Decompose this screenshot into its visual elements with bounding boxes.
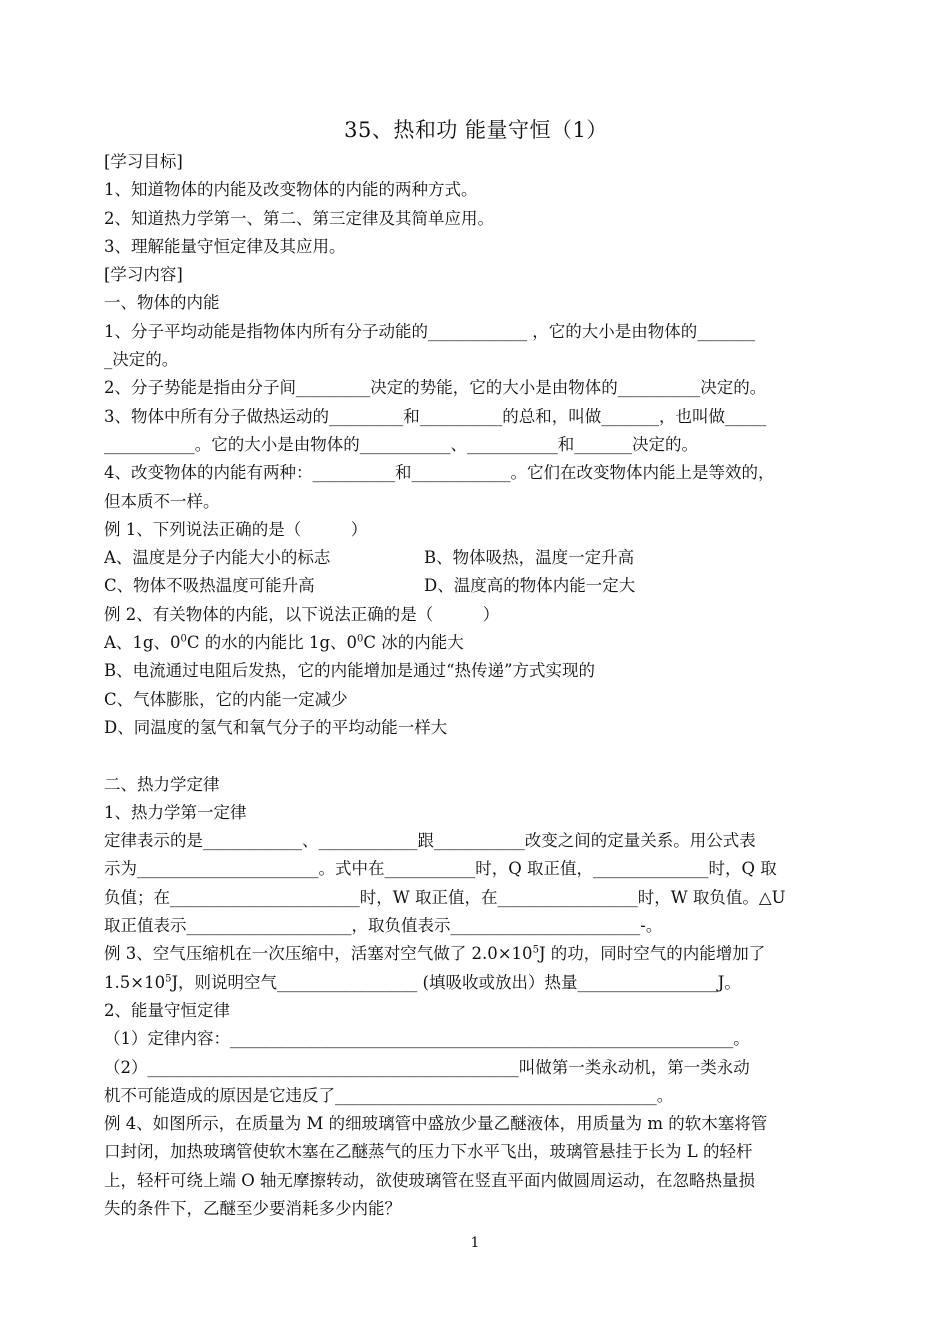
example-1-option-d: D、温度高的物体内能一定大 (424, 576, 636, 596)
goals-header: [学习目标] (104, 152, 183, 171)
s1-question-2: 2、分子势能是指由分子间_________决定的势能，它的大小是由物体的__________决定的。 (104, 378, 767, 398)
section-2-header: 二、热力学定律 (104, 774, 220, 794)
content-header: [学习内容] (104, 265, 183, 285)
first-law-line: 取正值表示____________________，取负值表示_______________________-。 (104, 916, 663, 936)
page-title: 35、热和功 能量守恒（1） (344, 118, 608, 142)
document-page (104, 112, 848, 1223)
example-4-line: 口封闭，加热玻璃管使软木塞在乙醚蒸气的压力下水平飞出，玻璃管悬挂于长为 L 的轻杆 (104, 1142, 753, 1162)
goal-item: 2、知道热力学第一、第二、第三定律及其简单应用。 (104, 208, 494, 228)
example-1-options-row (104, 544, 848, 572)
s1-question-3-cont: ___________。它的大小是由物体的___________、___________和_______决定的。 (104, 434, 698, 454)
page-number: 1 (470, 1235, 480, 1251)
example-2-option-a: A、1g、$0^0C$ 的水的内能比 1g、$0^0C$ 冰的内能大 (104, 633, 464, 653)
goal-item: 3、理解能量守恒定律及其应用。 (104, 236, 346, 256)
energy-conservation-line: （2）_____________________________________________叫做第一类永动机，第一类永动 (104, 1057, 750, 1077)
example-1-options-row (104, 572, 848, 600)
energy-conservation-line: （1）定律内容：_____________________________________________________________。 (104, 1029, 750, 1049)
example-4-line: 上，轻杆可绕上端 O 轴无摩擦转动，欲使玻璃管在竖直平面内做圆周运动，在忽略热量损 (104, 1170, 756, 1190)
blank-line (104, 742, 848, 770)
first-law-line: 负值；在_______________________时，W 取正值，在_________________时，W 取负值。△U (104, 887, 786, 907)
example-1-stem: 例 1、下列说法正确的是（ ） (104, 519, 368, 539)
s1-question-1-cont: _决定的。 (104, 350, 179, 370)
example-3-line-2: $1.5\times 10^5J$，则说明空气_________________ (填吸收或放出）热量_________________J。 (104, 972, 741, 992)
example-2-option-b: B、电流通过电阻后发热，它的内能增加是通过“热传递”方式实现的 (104, 661, 595, 681)
energy-conservation-line: 机不可能造成的原因是它违反了_______________________________________。 (104, 1085, 674, 1105)
example-1-option-c: C、物体不吸热温度可能升高 (104, 576, 315, 596)
s1-question-1: 1、分子平均动能是指物体内所有分子动能的____________ ，它的大小是由物体的_______ (104, 321, 755, 341)
example-3-line-1: 例 3、空气压缩机在一次压缩中，活塞对空气做了 $2.0\times 10^5J$ 的功，同时空气的内能增加了 (104, 944, 766, 964)
example-1-option-b: B、物体吸热，温度一定升高 (424, 548, 635, 568)
s1-question-4-cont: 但本质不一样。 (104, 491, 220, 511)
first-law-line: 定律表示的是____________、____________跟___________改变之间的定量关系。用公式表 (104, 831, 756, 851)
example-1-option-a: A、温度是分子内能大小的标志 (104, 548, 331, 568)
s1-question-4: 4、改变物体的内能有两种：__________和____________。它们在改变物体内能上是等效的， (104, 463, 775, 483)
section-1-header: 一、物体的内能 (104, 293, 220, 313)
first-law-line: 示为______________________。式中在___________时，Q 取正值，______________时，Q 取 (104, 859, 777, 879)
first-law-header: 1、热力学第一定律 (104, 802, 247, 822)
example-4-line: 例 4、如图所示，在质量为 M 的细玻璃管中盛放少量乙醚液体，用质量为 m 的软木塞将管 (104, 1114, 768, 1134)
example-2-option-d: D、同温度的氢气和氧气分子的平均动能一样大 (104, 717, 448, 737)
s1-question-3: 3、物体中所有分子做热运动的_________和__________的总和，叫做_______，也叫做_____ (104, 406, 767, 426)
energy-conservation-header: 2、能量守恒定律 (104, 1000, 230, 1020)
example-2-option-c: C、气体膨胀，它的内能一定减少 (104, 689, 348, 709)
goal-item: 1、知道物体的内能及改变物体的内能的两种方式。 (104, 180, 478, 200)
example-2-stem: 例 2、有关物体的内能，以下说法正确的是（ ） (104, 604, 500, 624)
example-4-line: 失的条件下，乙醚至少要消耗多少内能？ (104, 1198, 401, 1218)
